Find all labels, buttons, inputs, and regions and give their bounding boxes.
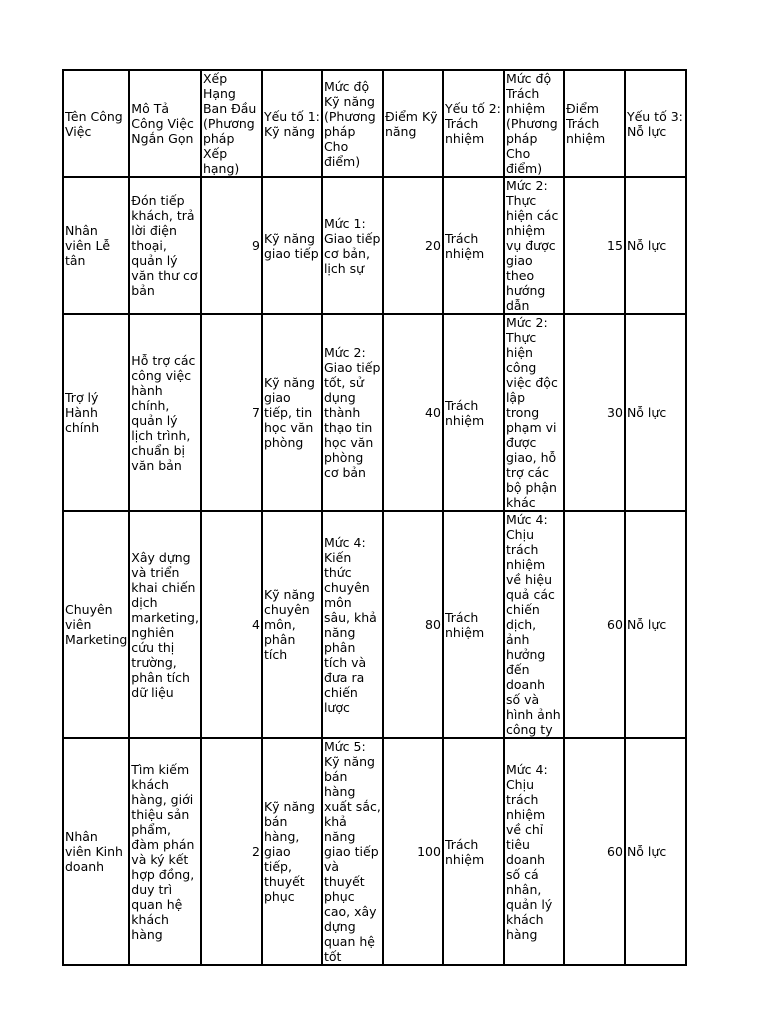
cell-responsibility-points[interactable]: 15: [564, 177, 625, 314]
cell-skill-level[interactable]: Mức 4: Kiến thức chuyên môn sâu, khả năng phân tích và đưa ra chiến lược: [322, 511, 383, 738]
cell-description[interactable]: Xây dựng và triển khai chiến dịch marketing, nghiên cứu thị trường, phân tích dữ liệu: [129, 511, 201, 738]
cell-responsibility-level[interactable]: Mức 2: Thực hiện công việc độc lập trong phạm vi được giao, hỗ trợ các bộ phận khác: [504, 314, 564, 511]
table-row: [63, 738, 686, 965]
table-row: [63, 314, 686, 511]
cell-factor-effort[interactable]: Nỗ lực: [625, 177, 686, 314]
cell-factor-skill[interactable]: Kỹ năng bán hàng, giao tiếp, thuyết phục: [262, 738, 322, 965]
cell-initial-rank[interactable]: 2: [201, 738, 262, 965]
cell-initial-rank[interactable]: 9: [201, 177, 262, 314]
cell-job-title[interactable]: Trợ lý Hành chính: [63, 314, 129, 511]
cell-skill-level[interactable]: Mức 5: Kỹ năng bán hàng xuất sắc, khả năng giao tiếp và thuyết phục cao, xây dựng quan hệ tốt: [322, 738, 383, 965]
header-cell-factor-responsibility[interactable]: Yếu tố 2: Trách nhiệm: [443, 70, 504, 177]
table-row: [63, 511, 686, 738]
cell-factor-responsibility[interactable]: Trách nhiệm: [443, 511, 504, 738]
header-cell-skill-level[interactable]: Mức độ Kỹ năng (Phương pháp Cho điểm): [322, 70, 383, 177]
cell-factor-skill[interactable]: Kỹ năng chuyên môn, phân tích: [262, 511, 322, 738]
cell-skill-points[interactable]: 20: [383, 177, 443, 314]
cell-job-title[interactable]: Nhân viên Kinh doanh: [63, 738, 129, 965]
cell-skill-level[interactable]: Mức 1: Giao tiếp cơ bản, lịch sự: [322, 177, 383, 314]
cell-initial-rank[interactable]: 7: [201, 314, 262, 511]
cell-skill-level[interactable]: Mức 2: Giao tiếp tốt, sử dụng thành thạo tin học văn phòng cơ bản: [322, 314, 383, 511]
header-cell-factor-effort[interactable]: Yếu tố 3: Nỗ lực: [625, 70, 686, 177]
cell-job-title[interactable]: Nhân viên Lễ tân: [63, 177, 129, 314]
cell-factor-effort[interactable]: Nỗ lực: [625, 511, 686, 738]
cell-factor-responsibility[interactable]: Trách nhiệm: [443, 738, 504, 965]
cell-responsibility-points[interactable]: 60: [564, 511, 625, 738]
cell-responsibility-points[interactable]: 60: [564, 738, 625, 965]
cell-responsibility-level[interactable]: Mức 2: Thực hiện các nhiệm vụ được giao theo hướng dẫn: [504, 177, 564, 314]
header-cell-skill-points[interactable]: Điểm Kỹ năng: [383, 70, 443, 177]
table-row: [63, 177, 686, 314]
cell-factor-responsibility[interactable]: Trách nhiệm: [443, 314, 504, 511]
header-cell-job-title[interactable]: Tên Công Việc: [63, 70, 129, 177]
header-row: [63, 70, 686, 177]
cell-factor-skill[interactable]: Kỹ năng giao tiếp: [262, 177, 322, 314]
cell-skill-points[interactable]: 40: [383, 314, 443, 511]
header-cell-initial-rank[interactable]: Xếp Hạng Ban Đầu (Phương pháp Xếp hạng): [201, 70, 262, 177]
cell-job-title[interactable]: Chuyên viên Marketing: [63, 511, 129, 738]
header-cell-factor-skill[interactable]: Yếu tố 1: Kỹ năng: [262, 70, 322, 177]
cell-responsibility-level[interactable]: Mức 4: Chịu trách nhiệm về chỉ tiêu doanh số cá nhân, quản lý khách hàng: [504, 738, 564, 965]
cell-factor-effort[interactable]: Nỗ lực: [625, 314, 686, 511]
cell-factor-responsibility[interactable]: Trách nhiệm: [443, 177, 504, 314]
cell-description[interactable]: Hỗ trợ các công việc hành chính, quản lý lịch trình, chuẩn bị văn bản: [129, 314, 201, 511]
cell-skill-points[interactable]: 100: [383, 738, 443, 965]
header-cell-responsibility-points[interactable]: Điểm Trách nhiệm: [564, 70, 625, 177]
cell-description[interactable]: Đón tiếp khách, trả lời điện thoại, quản lý văn thư cơ bản: [129, 177, 201, 314]
cell-description[interactable]: Tìm kiếm khách hàng, giới thiệu sản phẩm, đàm phán và ký kết hợp đồng, duy trì quan hệ khách hàng: [129, 738, 201, 965]
header-cell-description[interactable]: Mô Tả Công Việc Ngắn Gọn: [129, 70, 201, 177]
job-evaluation-table: [62, 69, 687, 966]
cell-responsibility-points[interactable]: 30: [564, 314, 625, 511]
cell-initial-rank[interactable]: 4: [201, 511, 262, 738]
header-cell-responsibility-level[interactable]: Mức độ Trách nhiệm (Phương pháp Cho điểm): [504, 70, 564, 177]
cell-responsibility-level[interactable]: Mức 4: Chịu trách nhiệm về hiệu quả các chiến dịch, ảnh hưởng đến doanh số và hình ảnh công ty: [504, 511, 564, 738]
cell-skill-points[interactable]: 80: [383, 511, 443, 738]
cell-factor-effort[interactable]: Nỗ lực: [625, 738, 686, 965]
cell-factor-skill[interactable]: Kỹ năng giao tiếp, tin học văn phòng: [262, 314, 322, 511]
